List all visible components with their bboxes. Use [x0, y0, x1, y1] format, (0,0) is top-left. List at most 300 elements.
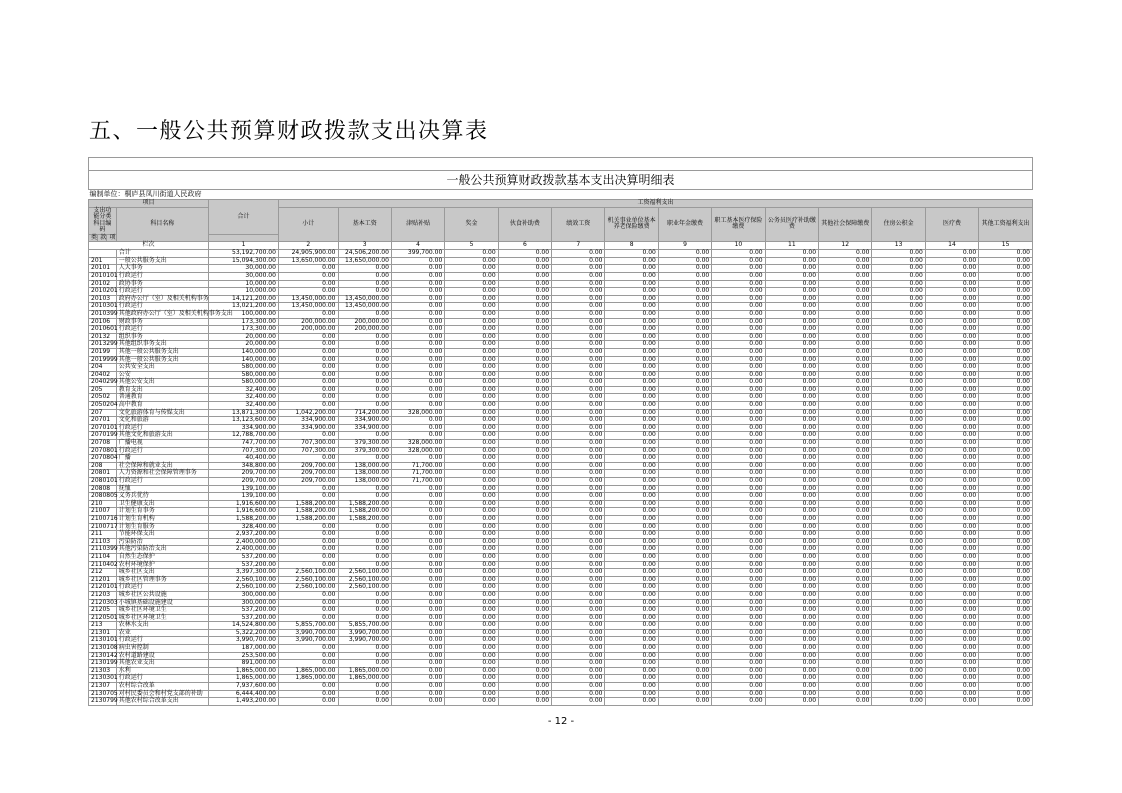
- cell-zero: 0.00: [498, 265, 551, 273]
- cell-zero: 0.00: [658, 272, 711, 280]
- cell-zero: 0.00: [552, 402, 605, 410]
- cell-allowance: 399,700.00: [391, 250, 444, 258]
- cell-zero: 0.00: [552, 318, 605, 326]
- cell-subtotal: 1,042,200.00: [278, 409, 338, 417]
- cell-zero: 0.00: [605, 546, 658, 554]
- cell-code: 2120303: [89, 599, 117, 607]
- cell-basic-salary: 0.00: [338, 379, 391, 387]
- cell-zero: 0.00: [712, 250, 765, 258]
- cell-zero: 0.00: [658, 515, 711, 523]
- cell-zero: 0.00: [498, 546, 551, 554]
- cell-code: 21103: [89, 538, 117, 546]
- cell-total: 6,444,400.00: [209, 690, 279, 698]
- table-row: [89, 462, 1033, 470]
- cell-zero: 0.00: [498, 379, 551, 387]
- cell-zero: 0.00: [979, 288, 1033, 296]
- cell-name: 行政运行: [116, 326, 208, 334]
- cell-code: 20701: [89, 417, 117, 425]
- cell-zero: 0.00: [872, 440, 925, 448]
- cell-zero: 0.00: [712, 402, 765, 410]
- cell-code: 21201: [89, 576, 117, 584]
- cell-zero: 0.00: [445, 614, 498, 622]
- cell-zero: 0.00: [605, 645, 658, 653]
- cell-zero: 0.00: [925, 455, 978, 463]
- cell-zero: 0.00: [658, 447, 711, 455]
- table-row: [89, 683, 1033, 691]
- cell-zero: 0.00: [872, 675, 925, 683]
- cell-name: 行政运行: [116, 303, 208, 311]
- cell-zero: 0.00: [712, 470, 765, 478]
- cell-code: 20101: [89, 265, 117, 273]
- cell-subtotal: 0.00: [278, 379, 338, 387]
- cell-zero: 0.00: [445, 417, 498, 425]
- cell-zero: 0.00: [925, 409, 978, 417]
- cell-zero: 0.00: [498, 584, 551, 592]
- cell-zero: 0.00: [712, 462, 765, 470]
- cell-zero: 0.00: [498, 561, 551, 569]
- cell-subtotal: 200,000.00: [278, 326, 338, 334]
- cell-basic-salary: 0.00: [338, 402, 391, 410]
- cell-zero: 0.00: [872, 379, 925, 387]
- cell-basic-salary: 138,000.00: [338, 478, 391, 486]
- cell-allowance: 328,000.00: [391, 409, 444, 417]
- cell-zero: 0.00: [872, 409, 925, 417]
- cell-zero: 0.00: [552, 326, 605, 334]
- cell-basic-salary: 2,560,100.00: [338, 569, 391, 577]
- cell-zero: 0.00: [552, 272, 605, 280]
- cell-basic-salary: 0.00: [338, 614, 391, 622]
- cell-zero: 0.00: [872, 561, 925, 569]
- cell-zero: 0.00: [925, 326, 978, 334]
- cell-zero: 0.00: [872, 690, 925, 698]
- cell-basic-salary: 0.00: [338, 356, 391, 364]
- cell-zero: 0.00: [819, 553, 872, 561]
- cell-basic-salary: 0.00: [338, 341, 391, 349]
- cell-zero: 0.00: [552, 500, 605, 508]
- cell-total: 300,000.00: [209, 599, 279, 607]
- cell-name: 公共安全支出: [116, 364, 208, 372]
- table-row: [89, 515, 1033, 523]
- cell-zero: 0.00: [979, 622, 1033, 630]
- cell-zero: 0.00: [552, 386, 605, 394]
- cell-zero: 0.00: [445, 341, 498, 349]
- header-col-4: 津贴补贴: [391, 207, 444, 242]
- cell-zero: 0.00: [445, 250, 498, 258]
- cell-zero: 0.00: [765, 485, 818, 493]
- cell-zero: 0.00: [712, 272, 765, 280]
- cell-zero: 0.00: [925, 683, 978, 691]
- cell-zero: 0.00: [712, 523, 765, 531]
- cell-zero: 0.00: [925, 371, 978, 379]
- cell-zero: 0.00: [819, 326, 872, 334]
- cell-zero: 0.00: [552, 667, 605, 675]
- table-row: [89, 591, 1033, 599]
- cell-total: 1,588,200.00: [209, 515, 279, 523]
- cell-total: 537,200.00: [209, 607, 279, 615]
- cell-zero: 0.00: [712, 257, 765, 265]
- cell-zero: 0.00: [658, 455, 711, 463]
- cell-code: 2070101: [89, 424, 117, 432]
- cell-zero: 0.00: [872, 462, 925, 470]
- cell-zero: 0.00: [552, 599, 605, 607]
- cell-zero: 0.00: [605, 599, 658, 607]
- cell-basic-salary: 0.00: [338, 690, 391, 698]
- table-row: [89, 379, 1033, 387]
- cell-total: 580,000.00: [209, 379, 279, 387]
- cell-zero: 0.00: [872, 546, 925, 554]
- cell-zero: 0.00: [765, 561, 818, 569]
- cell-name: 行政运行: [116, 272, 208, 280]
- cell-zero: 0.00: [765, 569, 818, 577]
- cell-zero: 0.00: [872, 371, 925, 379]
- cell-code: 2100716: [89, 515, 117, 523]
- cell-name: 合计: [116, 250, 208, 258]
- cell-zero: 0.00: [819, 546, 872, 554]
- cell-zero: 0.00: [552, 333, 605, 341]
- cell-zero: 0.00: [819, 288, 872, 296]
- cell-zero: 0.00: [605, 348, 658, 356]
- cell-allowance: 0.00: [391, 326, 444, 334]
- cell-zero: 0.00: [712, 417, 765, 425]
- cell-zero: 0.00: [498, 417, 551, 425]
- cell-zero: 0.00: [552, 584, 605, 592]
- cell-zero: 0.00: [765, 250, 818, 258]
- cell-zero: 0.00: [872, 364, 925, 372]
- cell-basic-salary: 0.00: [338, 310, 391, 318]
- cell-zero: 0.00: [498, 280, 551, 288]
- cell-zero: 0.00: [552, 440, 605, 448]
- cell-zero: 0.00: [979, 576, 1033, 584]
- cell-subtotal: 0.00: [278, 493, 338, 501]
- cell-basic-salary: 0.00: [338, 280, 391, 288]
- cell-allowance: 0.00: [391, 272, 444, 280]
- table-row: [89, 508, 1033, 516]
- cell-zero: 0.00: [979, 424, 1033, 432]
- cell-zero: 0.00: [445, 478, 498, 486]
- cell-code: 21007: [89, 508, 117, 516]
- cell-zero: 0.00: [819, 409, 872, 417]
- cell-code: 20132: [89, 333, 117, 341]
- cell-zero: 0.00: [872, 394, 925, 402]
- cell-allowance: 0.00: [391, 515, 444, 523]
- cell-name: 教育支出: [116, 386, 208, 394]
- cell-subtotal: 1,588,200.00: [278, 500, 338, 508]
- cell-basic-salary: 13,450,000.00: [338, 303, 391, 311]
- cell-zero: 0.00: [552, 637, 605, 645]
- cell-zero: 0.00: [552, 364, 605, 372]
- cell-zero: 0.00: [445, 515, 498, 523]
- cell-zero: 0.00: [445, 584, 498, 592]
- cell-zero: 0.00: [712, 288, 765, 296]
- cell-name: 人力资源和社会保障管理事务: [116, 470, 208, 478]
- cell-name: 计划生育事务: [116, 508, 208, 516]
- cell-zero: 0.00: [445, 440, 498, 448]
- cell-zero: 0.00: [765, 409, 818, 417]
- cell-zero: 0.00: [712, 493, 765, 501]
- cell-total: 30,000.00: [209, 265, 279, 273]
- cell-total: 253,500.00: [209, 652, 279, 660]
- cell-zero: 0.00: [498, 515, 551, 523]
- cell-zero: 0.00: [498, 629, 551, 637]
- cell-zero: 0.00: [925, 417, 978, 425]
- cell-zero: 0.00: [552, 303, 605, 311]
- cell-zero: 0.00: [712, 265, 765, 273]
- table-row: [89, 348, 1033, 356]
- cell-zero: 0.00: [658, 333, 711, 341]
- cell-zero: 0.00: [765, 500, 818, 508]
- cell-zero: 0.00: [925, 462, 978, 470]
- table-row: [89, 667, 1033, 675]
- cell-zero: 0.00: [498, 645, 551, 653]
- table-row: [89, 402, 1033, 410]
- cell-subtotal: 0.00: [278, 310, 338, 318]
- cell-zero: 0.00: [765, 629, 818, 637]
- cell-zero: 0.00: [872, 591, 925, 599]
- cell-zero: 0.00: [552, 455, 605, 463]
- cell-zero: 0.00: [819, 318, 872, 326]
- cell-zero: 0.00: [979, 265, 1033, 273]
- cell-name: 其他农村综合改革支出: [116, 698, 208, 706]
- col-index: 3: [338, 242, 391, 250]
- cell-zero: 0.00: [979, 417, 1033, 425]
- cell-basic-salary: 0.00: [338, 645, 391, 653]
- cell-zero: 0.00: [765, 607, 818, 615]
- cell-code: 2130301: [89, 675, 117, 683]
- cell-zero: 0.00: [979, 272, 1033, 280]
- cell-zero: 0.00: [925, 622, 978, 630]
- cell-name: 其他一般公共服务支出: [116, 348, 208, 356]
- cell-zero: 0.00: [605, 333, 658, 341]
- cell-zero: 0.00: [552, 523, 605, 531]
- cell-basic-salary: 2,560,100.00: [338, 576, 391, 584]
- table-row: [89, 265, 1033, 273]
- cell-zero: 0.00: [498, 675, 551, 683]
- cell-zero: 0.00: [712, 310, 765, 318]
- cell-zero: 0.00: [445, 485, 498, 493]
- cell-total: 32,400.00: [209, 394, 279, 402]
- cell-zero: 0.00: [498, 660, 551, 668]
- cell-zero: 0.00: [979, 485, 1033, 493]
- cell-zero: 0.00: [979, 432, 1033, 440]
- cell-allowance: 0.00: [391, 523, 444, 531]
- header-col-2: 小计: [278, 207, 338, 242]
- cell-zero: 0.00: [498, 652, 551, 660]
- col-index: 6: [498, 242, 551, 250]
- cell-total: 13,123,600.00: [209, 417, 279, 425]
- cell-name: 文化旅游体育与传媒支出: [116, 409, 208, 417]
- table-row: [89, 470, 1033, 478]
- cell-subtotal: 0.00: [278, 265, 338, 273]
- cell-zero: 0.00: [445, 645, 498, 653]
- cell-zero: 0.00: [765, 462, 818, 470]
- cell-allowance: 0.00: [391, 295, 444, 303]
- table-row: [89, 500, 1033, 508]
- cell-zero: 0.00: [552, 417, 605, 425]
- cell-zero: 0.00: [552, 607, 605, 615]
- cell-zero: 0.00: [819, 690, 872, 698]
- cell-zero: 0.00: [925, 584, 978, 592]
- cell-zero: 0.00: [498, 538, 551, 546]
- header-col-8: 机关事业单位基本养老保险缴费: [605, 207, 658, 242]
- cell-subtotal: 0.00: [278, 288, 338, 296]
- cell-name: 高中教育: [116, 402, 208, 410]
- cell-zero: 0.00: [925, 629, 978, 637]
- table-row: [89, 333, 1033, 341]
- cell-code: 204: [89, 364, 117, 372]
- table-row: [89, 607, 1033, 615]
- cell-name: 组织事务: [116, 333, 208, 341]
- cell-total: 140,000.00: [209, 348, 279, 356]
- cell-code: 207: [89, 409, 117, 417]
- table-row: [89, 698, 1033, 706]
- cell-zero: 0.00: [925, 614, 978, 622]
- cell-allowance: 0.00: [391, 455, 444, 463]
- cell-basic-salary: 0.00: [338, 432, 391, 440]
- cell-zero: 0.00: [605, 371, 658, 379]
- cell-name: 农村综合改革: [116, 683, 208, 691]
- cell-zero: 0.00: [925, 250, 978, 258]
- cell-name: 农村道路建设: [116, 652, 208, 660]
- cell-zero: 0.00: [872, 424, 925, 432]
- cell-total: 2,560,100.00: [209, 576, 279, 584]
- cell-zero: 0.00: [979, 333, 1033, 341]
- cell-zero: 0.00: [925, 257, 978, 265]
- cell-zero: 0.00: [925, 531, 978, 539]
- cell-total: 580,000.00: [209, 371, 279, 379]
- cell-basic-salary: 0.00: [338, 599, 391, 607]
- cell-zero: 0.00: [979, 546, 1033, 554]
- cell-zero: 0.00: [712, 569, 765, 577]
- cell-code: 2070804: [89, 455, 117, 463]
- cell-basic-salary: 0.00: [338, 607, 391, 615]
- unit-label: 编制单位：桐庐县凤川街道人民政府: [89, 190, 202, 199]
- cell-zero: 0.00: [979, 478, 1033, 486]
- cell-zero: 0.00: [605, 683, 658, 691]
- cell-zero: 0.00: [925, 288, 978, 296]
- cell-name: 计划生育服务: [116, 523, 208, 531]
- cell-zero: 0.00: [605, 675, 658, 683]
- table-row: [89, 531, 1033, 539]
- cell-name: 其他政府办公厅（室）及相关机构事务支出: [116, 310, 208, 318]
- cell-name: 自然生态保护: [116, 553, 208, 561]
- cell-subtotal: 2,560,100.00: [278, 584, 338, 592]
- cell-zero: 0.00: [658, 500, 711, 508]
- cell-zero: 0.00: [498, 295, 551, 303]
- cell-zero: 0.00: [605, 584, 658, 592]
- cell-zero: 0.00: [712, 576, 765, 584]
- cell-total: 140,000.00: [209, 356, 279, 364]
- cell-zero: 0.00: [819, 591, 872, 599]
- cell-allowance: 0.00: [391, 591, 444, 599]
- cell-subtotal: 0.00: [278, 333, 338, 341]
- cell-zero: 0.00: [979, 356, 1033, 364]
- cell-name: 人大事务: [116, 265, 208, 273]
- cell-zero: 0.00: [872, 295, 925, 303]
- cell-zero: 0.00: [925, 660, 978, 668]
- cell-zero: 0.00: [925, 698, 978, 706]
- cell-subtotal: 3,990,700.00: [278, 629, 338, 637]
- cell-zero: 0.00: [925, 500, 978, 508]
- cell-code: 2013299: [89, 341, 117, 349]
- cell-zero: 0.00: [498, 569, 551, 577]
- cell-allowance: 0.00: [391, 257, 444, 265]
- cell-allowance: 0.00: [391, 675, 444, 683]
- cell-zero: 0.00: [819, 250, 872, 258]
- cell-total: 209,700.00: [209, 470, 279, 478]
- cell-basic-salary: 0.00: [338, 493, 391, 501]
- cell-subtotal: 2,560,100.00: [278, 576, 338, 584]
- cell-total: 3,990,700.00: [209, 637, 279, 645]
- cell-zero: 0.00: [819, 576, 872, 584]
- cell-zero: 0.00: [498, 591, 551, 599]
- cell-allowance: 0.00: [391, 318, 444, 326]
- cell-zero: 0.00: [498, 478, 551, 486]
- cell-name: 行政运行: [116, 424, 208, 432]
- cell-zero: 0.00: [979, 493, 1033, 501]
- cell-zero: 0.00: [605, 500, 658, 508]
- cell-zero: 0.00: [765, 356, 818, 364]
- cell-zero: 0.00: [605, 295, 658, 303]
- cell-basic-salary: 0.00: [338, 531, 391, 539]
- cell-zero: 0.00: [819, 584, 872, 592]
- table-row: [89, 637, 1033, 645]
- cell-basic-salary: 0.00: [338, 455, 391, 463]
- cell-zero: 0.00: [979, 470, 1033, 478]
- cell-basic-salary: 0.00: [338, 348, 391, 356]
- cell-allowance: 0.00: [391, 584, 444, 592]
- col-index: 2: [278, 242, 338, 250]
- cell-zero: 0.00: [925, 303, 978, 311]
- cell-zero: 0.00: [552, 614, 605, 622]
- cell-zero: 0.00: [979, 629, 1033, 637]
- cell-code: 20808: [89, 485, 117, 493]
- header-project: 项目: [89, 200, 209, 208]
- cell-zero: 0.00: [712, 667, 765, 675]
- header-col-13: 住房公积金: [872, 207, 925, 242]
- cell-zero: 0.00: [445, 660, 498, 668]
- col-index: 4: [391, 242, 444, 250]
- cell-code: 2130705: [89, 690, 117, 698]
- cell-basic-salary: 379,300.00: [338, 447, 391, 455]
- cell-allowance: 0.00: [391, 288, 444, 296]
- cell-zero: 0.00: [605, 310, 658, 318]
- cell-zero: 0.00: [712, 394, 765, 402]
- cell-zero: 0.00: [872, 523, 925, 531]
- cell-basic-salary: 13,650,000.00: [338, 257, 391, 265]
- cell-zero: 0.00: [498, 455, 551, 463]
- cell-allowance: 0.00: [391, 538, 444, 546]
- cell-zero: 0.00: [498, 257, 551, 265]
- cell-zero: 0.00: [979, 569, 1033, 577]
- cell-zero: 0.00: [819, 417, 872, 425]
- cell-basic-salary: 13,450,000.00: [338, 295, 391, 303]
- cell-zero: 0.00: [925, 637, 978, 645]
- cell-zero: 0.00: [552, 265, 605, 273]
- table-row: [89, 447, 1033, 455]
- cell-zero: 0.00: [712, 508, 765, 516]
- table-row: [89, 690, 1033, 698]
- cell-zero: 0.00: [712, 690, 765, 698]
- cell-basic-salary: 1,588,200.00: [338, 500, 391, 508]
- cell-zero: 0.00: [979, 698, 1033, 706]
- table-row: [89, 257, 1033, 265]
- cell-basic-salary: 0.00: [338, 546, 391, 554]
- cell-name: 其他农业支出: [116, 660, 208, 668]
- cell-zero: 0.00: [872, 637, 925, 645]
- table-row: [89, 493, 1033, 501]
- cell-zero: 0.00: [498, 447, 551, 455]
- cell-zero: 0.00: [979, 318, 1033, 326]
